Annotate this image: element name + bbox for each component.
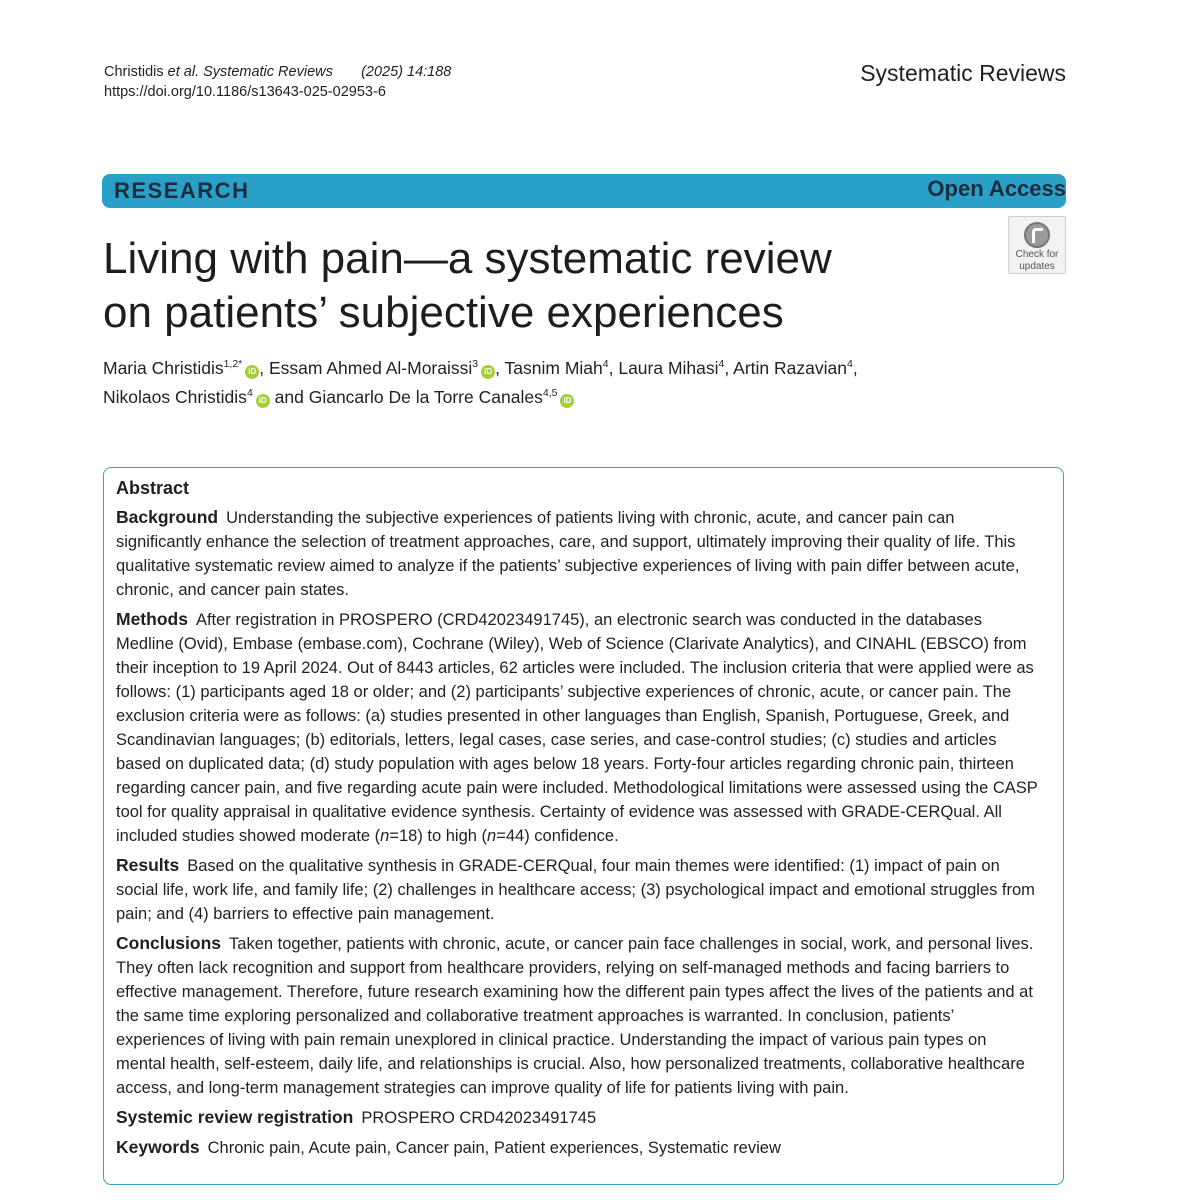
article-type-label: RESEARCH [114, 178, 250, 203]
author-separator: , [495, 358, 505, 378]
author-separator: and [269, 387, 309, 407]
keywords-label: Keywords [116, 1137, 200, 1157]
abstract-keywords [116, 1135, 1040, 1160]
author-list [103, 354, 1003, 412]
author-separator: , [852, 358, 858, 378]
header-authors: Christidis [104, 64, 164, 80]
conclusions-text: Taken together, patients with chronic, acute, or cancer pain face challenges in social, work, and personal lives. They often lack recognition and support from healthcare providers, relying on self-managed methods and facing barriers to effective management. Therefore, future research examining how the different pain types affect the lives of the patients and at the same time exploring personalized and collaborative treatment approaches is warranted. In conclusion, patients’ experiences of living with pain remain unexplored in clinical practice. Understanding the impact of various pain types on mental health, self-esteem, daily life, and relationships is crucial. Also, how personalized treatments, collaborative healthcare access, and long-term management strategies can improve quality of life for patients living with pain. [116, 935, 1034, 1097]
article-title [103, 232, 983, 340]
author-separator: , [724, 358, 734, 378]
check-for-updates-button[interactable] [1008, 216, 1066, 274]
methods-mid: =18) to high ( [389, 827, 488, 845]
author-separator: , [259, 358, 269, 378]
author[interactable]: Artin Razavian [733, 358, 847, 378]
keywords-text: Chronic pain, Acute pain, Cancer pain, Patient experiences, Systematic review [207, 1139, 781, 1157]
check-updates-line1: Check for [1015, 249, 1059, 260]
conclusions-label: Conclusions [116, 933, 222, 953]
citation-header [104, 62, 451, 102]
author-affiliation: 4 [718, 358, 725, 370]
header-citation: (2025) 14:188 [361, 64, 452, 80]
author-affiliation: 4 [846, 358, 853, 370]
abstract-methods [116, 607, 1040, 848]
header-et-al: et al. [167, 64, 200, 80]
author-separator: , [608, 358, 619, 378]
background-label: Background [116, 507, 219, 527]
methods-n2: n [487, 827, 497, 845]
abstract-heading: Abstract [116, 478, 190, 498]
author-affiliation: 3 [472, 358, 479, 370]
author[interactable]: Giancarlo De la Torre Canales [308, 387, 543, 407]
methods-end: =44) confidence. [496, 827, 619, 845]
doi-link[interactable]: https://doi.org/10.1186/s13643-025-02953-6 [104, 84, 386, 100]
results-label: Results [116, 855, 180, 875]
orcid-icon[interactable]: iD [245, 365, 259, 379]
author[interactable]: Maria Christidis [103, 358, 224, 378]
orcid-icon[interactable]: iD [560, 394, 574, 408]
check-updates-icon [1024, 222, 1050, 248]
orcid-icon[interactable]: iD [256, 394, 270, 408]
registration-label: Systemic review registration [116, 1107, 354, 1127]
abstract-results [116, 853, 1040, 926]
registration-text: PROSPERO CRD42023491745 [361, 1109, 597, 1127]
author-affiliation: 4,5 [542, 387, 558, 399]
abstract-registration [116, 1105, 1040, 1130]
methods-label: Methods [116, 609, 188, 629]
open-access-label: Open Access [927, 176, 1066, 201]
author-affiliation: 1,2* [223, 358, 243, 370]
results-text: Based on the qualitative synthesis in GRADE-CERQual, four main themes were identified: (1) impact of pain on social life, work life, and family life; (2) challenges in healthcare access; (3) psychological impact and emotional struggles from pain; and (4) barriers to effective pain management. [116, 857, 1035, 923]
methods-n1: n [380, 827, 390, 845]
author-affiliation: 4 [602, 358, 609, 370]
author[interactable]: Tasnim Miah [504, 358, 603, 378]
check-updates-line2: updates [1019, 261, 1055, 272]
journal-name: Systematic Reviews [860, 60, 1066, 86]
abstract-background [116, 505, 1040, 602]
author[interactable]: Laura Mihasi [618, 358, 719, 378]
author[interactable]: Nikolaos Christidis [103, 387, 247, 407]
abstract-conclusions [116, 931, 1040, 1100]
author-affiliation: 4 [246, 387, 253, 399]
title-line-1: Living with pain—a systematic review [103, 234, 832, 283]
orcid-icon[interactable]: iD [481, 365, 495, 379]
header-journal: Systematic Reviews [203, 64, 333, 80]
abstract [116, 476, 1040, 1165]
title-line-2: on patients’ subjective experiences [103, 288, 784, 337]
author[interactable]: Essam Ahmed Al-Moraissi [269, 358, 473, 378]
background-text: Understanding the subjective experiences of patients living with chronic, acute, and cancer pain can significantly enhance the selection of treatment approaches, care, and support, ultimately improving their quality of life. This qualitative systematic review aimed to analyze if the patients’ subjective experiences of living with pain differ between acute, chronic, and cancer pain states. [116, 509, 1020, 599]
methods-text: After registration in PROSPERO (CRD42023491745), an electronic search was conducted in the databases Medline (Ovid), Embase (embase.com), Cochrane (Wiley), Web of Science (Clarivate Analytics), and CINAHL (EBSCO) from their inception to 19 April 2024. Out of 8443 articles, 62 articles were included. The inclusion criteria that were applied were as follows: (1) participants aged 18 or older; and (2) participants’ subjective experiences of chronic, acute, or cancer pain. The exclusion criteria were as follows: (a) studies presented in other languages than English, Spanish, Portuguese, Greek, and Scandinavian languages; (b) editorials, letters, legal cases, case series, and case-control studies; (c) studies and articles based on duplicated data; (d) study population with ages below 18 years. Forty-four articles regarding chronic pain, thirteen regarding cancer pain, and five regarding acute pain were included. Methodological limitations were assessed using the CASP tool for quality appraisal in qualitative evidence synthesis. Certainty of evidence was assessed with GRADE-CERQual. All included studies showed moderate ( [116, 611, 1038, 845]
